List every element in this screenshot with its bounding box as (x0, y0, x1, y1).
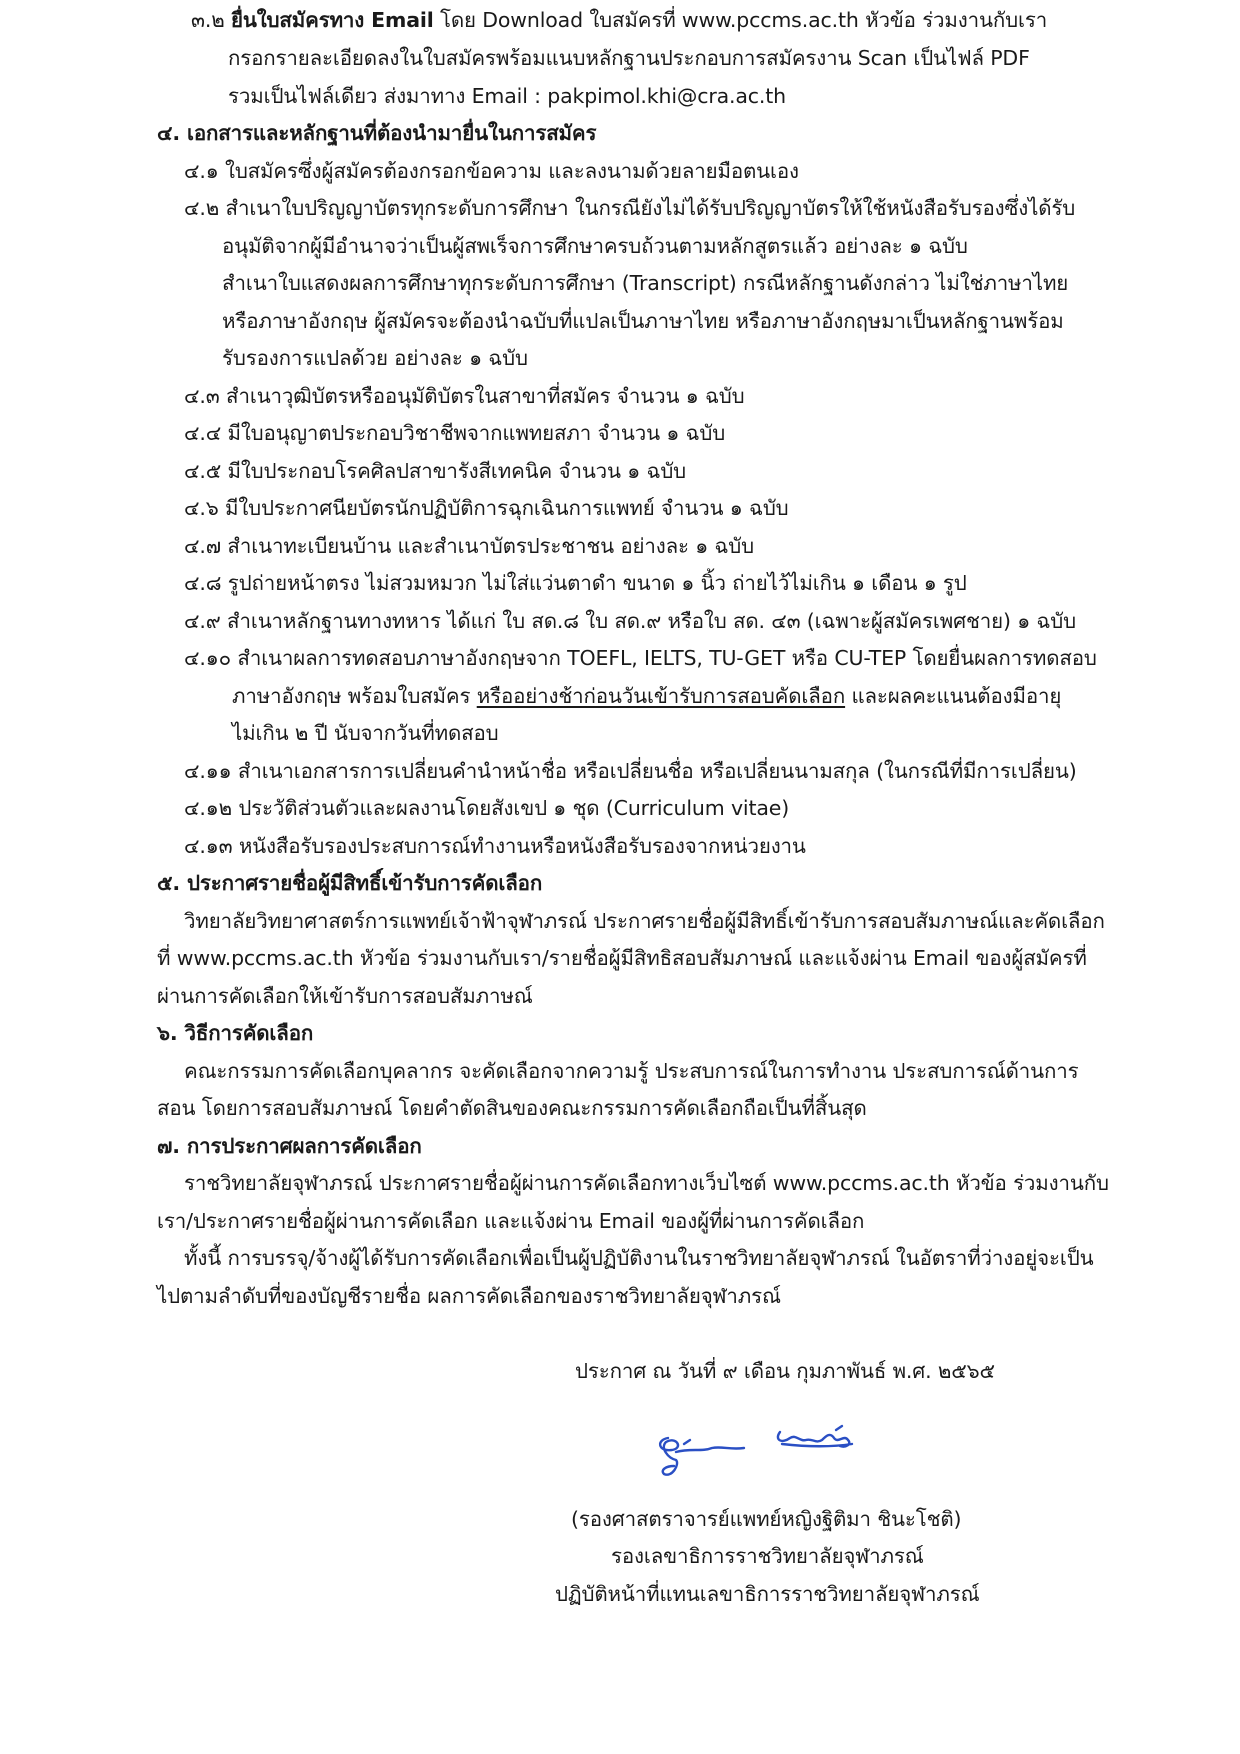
underlined-deadline: หรืออย่างช้าก่อนวันเข้ารับการสอบคัดเลือก (476, 684, 846, 708)
section4-heading: ๔. เอกสารและหลักฐานที่ต้องนำมายื่นในการสมัคร (157, 121, 597, 145)
section4-item4: ๔.๔ มีใบอนุญาตประกอบวิชาชีพจากแพทยสภา จำนวน ๑ ฉบับ (184, 421, 726, 445)
section4-item1: ๔.๑ ใบสมัครซึ่งผู้สมัครต้องกรอกข้อความ และลงนามด้วยลายมือตนเอง (184, 159, 799, 183)
section4-item7: ๔.๗ สำเนาทะเบียนบ้าน และสำเนาบัตรประชาชน อย่างละ ๑ ฉบับ (184, 534, 754, 558)
signature-image (650, 1418, 910, 1486)
section6-paragraph-line2: สอน โดยการสอบสัมภาษณ์ โดยคำตัดสินของคณะกรรมการคัดเลือกถือเป็นที่สิ้นสุด (157, 1096, 867, 1120)
section4-item3: ๔.๓ สำเนาวุฒิบัตรหรืออนุมัติบัตรในสาขาที่สมัคร จำนวน ๑ ฉบับ (184, 384, 745, 408)
section4-item9: ๔.๙ สำเนาหลักฐานทางทหาร ได้แก่ ใบ สด.๘ ใบ สด.๙ หรือใบ สด. ๔๓ (เฉพาะผู้สมัครเพศชาย) ๑ ฉบับ (184, 609, 1076, 633)
section4-item10-line3: ไม่เกิน ๒ ปี นับจากวันที่ทดสอบ (232, 721, 499, 745)
section5-paragraph-line3: ผ่านการคัดเลือกให้เข้ารับการสอบสัมภาษณ์ (157, 984, 533, 1008)
signer-position: รองเลขาธิการราชวิทยาลัยจุฬาภรณ์ (611, 1544, 924, 1568)
section7-paragraph1-line1: ราชวิทยาลัยจุฬาภรณ์ ประกาศรายชื่อผู้ผ่านการคัดเลือกทางเว็บไซต์ www.pccms.ac.th หัวข้อ ร่วมงานกับ (184, 1171, 1109, 1195)
section4-item12: ๔.๑๒ ประวัติส่วนตัวและผลงานโดยสังเขป ๑ ชุด (Curriculum vitae) (184, 796, 790, 820)
section4-item10-line1: ๔.๑๐ สำเนาผลการทดสอบภาษาอังกฤษจาก TOEFL, IELTS, TU-GET หรือ CU-TEP โดยยื่นผลการทดสอบ (184, 646, 1097, 670)
section7-paragraph1-line2: เรา/ประกาศรายชื่อผู้ผ่านการคัดเลือก และแจ้งผ่าน Email ของผู้ที่ผ่านการคัดเลือก (157, 1209, 865, 1233)
section4-item2-line4: หรือภาษาอังกฤษ ผู้สมัครจะต้องนำฉบับที่แปลเป็นภาษาไทย หรือภาษาอังกฤษมาเป็นหลักฐานพร้อม (222, 309, 1064, 333)
section3-item2-line3: รวมเป็นไฟล์เดียว ส่งมาทาง Email : pakpimol.khi@cra.ac.th (228, 84, 787, 108)
section4-item2-line1: ๔.๒ สำเนาใบปริญญาบัตรทุกระดับการศึกษา ในกรณียังไม่ได้รับปริญญาบัตรให้ใช้หนังสือรับรองซึ่งได้รับ (184, 196, 1076, 220)
section7-paragraph2-line1: ทั้งนี้ การบรรจุ/จ้างผู้ได้รับการคัดเลือกเพื่อเป็นผู้ปฏิบัติงานในราชวิทยาลัยจุฬาภรณ์ ในอัตราที่ว่างอยู่จะเป็น (184, 1246, 1094, 1270)
section4-item6: ๔.๖ มีใบประกาศนียบัตรนักปฏิบัติการฉุกเฉินการแพทย์ จำนวน ๑ ฉบับ (184, 496, 789, 520)
section5-heading: ๕. ประกาศรายชื่อผู้มีสิทธิ์เข้ารับการคัดเลือก (157, 871, 543, 895)
section7-heading: ๗. การประกาศผลการคัดเลือก (157, 1134, 422, 1158)
section4-item2-line2: อนุมัติจากผู้มีอำนาจว่าเป็นผู้สพเร็จการศึกษาครบถ้วนตามหลักสูตรแล้ว อย่างละ ๑ ฉบับ (222, 234, 968, 258)
section5-paragraph-line2: ที่ www.pccms.ac.th หัวข้อ ร่วมงานกับเรา/รายชื่อผู้มีสิทธิสอบสัมภาษณ์ และแจ้งผ่าน Email ของผู้สมัครที่ (157, 946, 1087, 970)
signer-name: (รองศาสตราจารย์แพทย์หญิงฐิติมา ชินะโชติ) (571, 1507, 962, 1531)
signer-acting-position: ปฏิบัติหน้าที่แทนเลขาธิการราชวิทยาลัยจุฬาภรณ์ (555, 1582, 980, 1606)
section3-item2-title: ยื่นใบสมัครทาง Email (230, 8, 434, 32)
section3-item2-line1: ๓.๒ ยื่นใบสมัครทาง Email โดย Download ใบสมัครที่ www.pccms.ac.th หัวข้อ ร่วมงานกับเรา (191, 8, 1048, 32)
section4-item10-line2: ภาษาอังกฤษ พร้อมใบสมัคร หรืออย่างช้าก่อนวันเข้ารับการสอบคัดเลือก และผลคะแนนต้องมีอายุ (232, 684, 1062, 708)
section4-item5: ๔.๕ มีใบประกอบโรคศิลปสาขารังสีเทคนิค จำนวน ๑ ฉบับ (184, 459, 687, 483)
section4-item2-line5: รับรองการแปลด้วย อย่างละ ๑ ฉบับ (222, 346, 528, 370)
section6-paragraph-line1: คณะกรรมการคัดเลือกบุคลากร จะคัดเลือกจากความรู้ ประสบการณ์ในการทำงาน ประสบการณ์ด้านการ (184, 1059, 1079, 1083)
section5-paragraph-line1: วิทยาลัยวิทยาศาสตร์การแพทย์เจ้าฟ้าจุฬาภรณ์ ประกาศรายชื่อผู้มีสิทธิ์เข้ารับการสอบสัมภาษณ์และคัดเลือก (184, 909, 1105, 933)
section4-item13: ๔.๑๓ หนังสือรับรองประสบการณ์ทำงานหรือหนังสือรับรองจากหน่วยงาน (184, 834, 806, 858)
section3-item2-line2: กรอกรายละเอียดลงในใบสมัครพร้อมแนบหลักฐานประกอบการสมัครงาน Scan เป็นไฟล์ PDF (228, 46, 1030, 70)
section4-item2-line3: สำเนาใบแสดงผลการศึกษาทุกระดับการศึกษา (Transcript) กรณีหลักฐานดังกล่าว ไม่ใช่ภาษาไทย (222, 271, 1069, 295)
section6-heading: ๖. วิธีการคัดเลือก (157, 1021, 314, 1045)
section7-paragraph2-line2: ไปตามลำดับที่ของบัญชีรายชื่อ ผลการคัดเลือกของราชวิทยาลัยจุฬาภรณ์ (157, 1284, 781, 1308)
announcement-date: ประกาศ ณ วันที่ ๙ เดือน กุมภาพันธ์ พ.ศ. ๒๕๖๕ (575, 1359, 995, 1383)
section4-item11: ๔.๑๑ สำเนาเอกสารการเปลี่ยนคำนำหน้าชื่อ หรือเปลี่ยนชื่อ หรือเปลี่ยนนามสกุล (ในกรณีที่มีการเปลี่ยน) (184, 759, 1077, 783)
section4-item8: ๔.๘ รูปถ่ายหน้าตรง ไม่สวมหมวก ไม่ใส่แว่นตาดำ ขนาด ๑ นิ้ว ถ่ายไว้ไม่เกิน ๑ เดือน ๑ รูป (184, 571, 967, 595)
